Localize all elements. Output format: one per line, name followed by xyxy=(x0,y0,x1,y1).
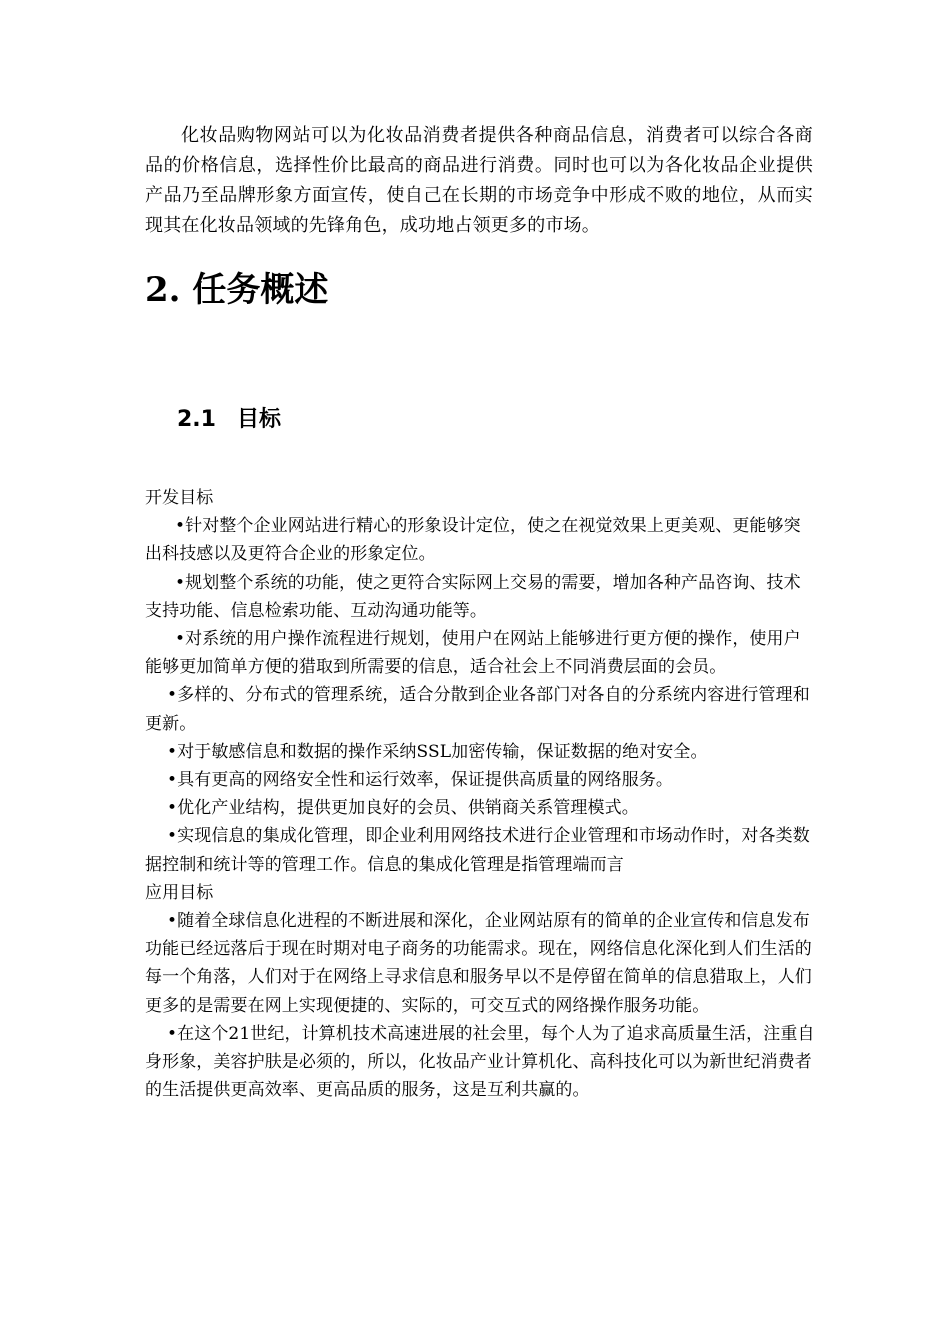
app-goal-item: •随着全球信息化进程的不断进展和深化，企业网站原有的简单的企业宣传和信息发布功能已经远落后于现在时期对电子商务的功能需求。现在，网络信息化深化到人们生活的每一个角落，人们对于在网络上寻求信息和服务早以不是停留在简单的信息猎取上，人们更多的是需要在网上实现便捷的、实际的，可交互式的网络操作服务功能。 xyxy=(145,911,812,1016)
subsection-number: 2.1 xyxy=(177,407,216,432)
dev-goal-item: •具有更高的网络安全性和运行效率，保证提供高质量的网络服务。 xyxy=(167,770,674,791)
dev-goal-item: •针对整个企业网站进行精心的形象设计定位，使之在视觉效果上更美观、更能够突出科技感以及更符合企业的形象定位。 xyxy=(145,516,801,565)
dev-goal-item: •对于敏感信息和数据的操作采纳SSL加密传输，保证数据的绝对安全。 xyxy=(167,741,708,762)
dev-goal-item: •优化产业结构，提供更加良好的会员、供销商关系管理模式。 xyxy=(167,798,639,819)
goals-section xyxy=(145,484,817,1104)
subsection-title: 目标 xyxy=(237,407,282,432)
dev-goals-label: 开发目标 xyxy=(145,488,214,508)
dev-goal-item: •多样的、分布式的管理系统，适合分散到企业各部门对各自的分系统内容进行管理和更新。 xyxy=(145,685,810,734)
dev-goal-item: •对系统的用户操作流程进行规划，使用户在网站上能够进行更方便的操作，使用户能够更加简单方便的猎取到所需要的信息，适合社会上不同消费层面的会员。 xyxy=(145,629,801,678)
section-heading-task-overview: 2. 任务概述 xyxy=(145,270,329,310)
intro-paragraph: 化妆品购物网站可以为化妆品消费者提供各种商品信息，消费者可以综合各商品的价格信息，选择性价比最高的商品进行消费。同时也可以为各化妆品企业提供产品乃至品牌形象方面宣传，使自己在长期的市场竞争中形成不败的地位，从而实现其在化妆品领域的先锋角色，成功地占领更多的市场。 xyxy=(145,125,813,236)
dev-goal-item: •实现信息的集成化管理，即企业利用网络技术进行企业管理和市场动作时，对各类数据控制和统计等的管理工作。信息的集成化管理是指管理端而言 xyxy=(145,826,810,875)
dev-goal-item: •规划整个系统的功能，使之更符合实际网上交易的需要，增加各种产品咨询、技术支持功能、信息检索功能、互动沟通功能等。 xyxy=(145,572,801,621)
app-goal-item: •在这个21世纪，计算机技术高速进展的社会里，每个人为了追求高质量生活，注重自身形象，美容护肤是必须的，所以，化妆品产业计算机化、高科技化可以为新世纪消费者的生活提供更高效率、更高品质的服务，这是互利共赢的。 xyxy=(145,1023,815,1101)
subsection-heading-goals xyxy=(177,402,281,438)
app-goals-label: 应用目标 xyxy=(145,882,214,903)
